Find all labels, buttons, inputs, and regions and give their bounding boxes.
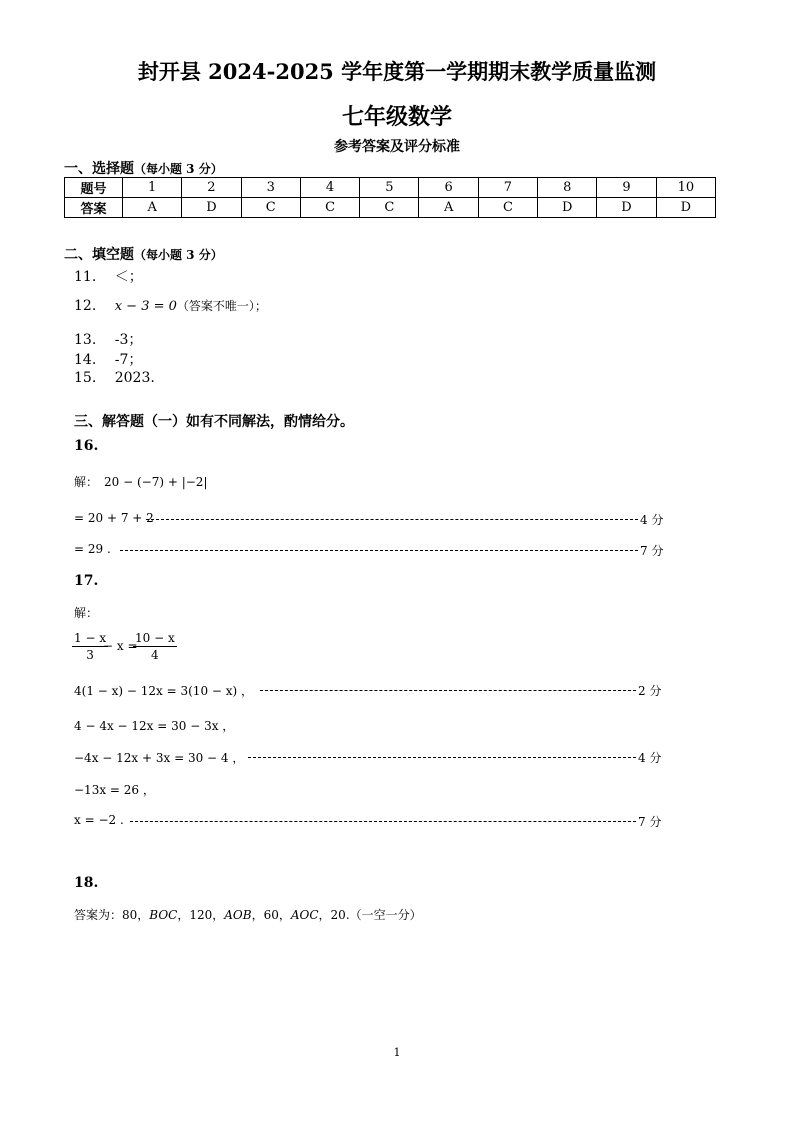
q18-mid-1: ，120， (177, 908, 225, 922)
fraction-numerator: 1 − x (74, 631, 107, 645)
q17-step-5: x = −2 . (74, 813, 124, 827)
item-note: （答案不唯一）； (176, 299, 267, 313)
answer-cell: D (656, 198, 715, 218)
answer-cell: C (478, 198, 537, 218)
score-marker: 4 分 (638, 751, 662, 765)
answer-cell: A (123, 198, 182, 218)
dotted-leader (130, 821, 636, 822)
dotted-leader (248, 757, 636, 758)
question-number-cell: 9 (597, 178, 656, 198)
question-number-cell: 4 (300, 178, 359, 198)
equation-middle: − x = (103, 639, 138, 653)
score-marker: 7 分 (640, 544, 664, 558)
q18-prefix: 答案为：80， (74, 908, 150, 922)
dotted-leader (120, 550, 638, 551)
answer-cell: D (538, 198, 597, 218)
section3-heading: 三、解答题（一）如有不同解法，酌情给分。 (74, 414, 354, 430)
section2-heading (64, 244, 223, 264)
answer-cell: C (360, 198, 419, 218)
q18-angle-3: AOC (290, 908, 319, 922)
q18-angle-1: BOC (149, 908, 178, 922)
q18-mid-2: ，60， (251, 908, 291, 922)
fill-item-13 (74, 329, 142, 349)
solution-intro: 解： (74, 606, 99, 620)
item-number: 11. (74, 269, 97, 285)
question-number-cell: 5 (360, 178, 419, 198)
item-number: 12. (74, 298, 97, 314)
answer-cell: A (419, 198, 478, 218)
q16-step-1: = 20 + 7 + 2 (74, 511, 154, 525)
question-number-cell: 10 (656, 178, 715, 198)
solution-intro: 解： (74, 475, 99, 489)
doc-type-title: 参考答案及评分标准 (334, 139, 460, 155)
score-marker: 2 分 (638, 684, 662, 698)
answer-cell: D (182, 198, 241, 218)
row-header-answer: 答案 (65, 198, 123, 218)
fill-item-15 (74, 370, 155, 386)
question-17-label: 17. (74, 573, 99, 589)
table-row-numbers (65, 178, 716, 198)
fraction-denominator: 4 (151, 648, 159, 662)
dotted-leader (146, 519, 638, 520)
q16-step-2: = 29 . (74, 542, 111, 556)
section2-note: （每小题 3 分） (134, 248, 223, 262)
q17-step-3: −4x − 12x + 3x = 30 − 4 ， (74, 751, 245, 765)
item-answer: ＜； (114, 269, 143, 285)
q18-angle-2: AOB (224, 908, 252, 922)
table-row-answers (65, 198, 716, 218)
item-answer: -3； (114, 332, 143, 348)
dotted-leader (260, 690, 636, 691)
q17-step-1: 4(1 − x) − 12x = 3(10 − x) ， (74, 684, 254, 698)
question-number-cell: 2 (182, 178, 241, 198)
fraction-numerator: 10 − x (135, 631, 175, 645)
q17-step-2: 4 − 4x − 12x = 30 − 3x ， (74, 719, 235, 733)
score-marker: 4 分 (640, 513, 664, 527)
q16-expression: 20 − (−7) + |−2| (104, 475, 208, 489)
document-title: 封开县 2024-2025 学年度第一学期期末教学质量监测 (137, 59, 657, 84)
q17-step-4: −13x = 26 ， (74, 783, 155, 797)
answer-cell: D (597, 198, 656, 218)
subject-title: 七年级数学 (341, 104, 452, 130)
answer-table (64, 177, 716, 218)
question-16-label: 16. (74, 438, 99, 454)
page-number: 1 (393, 1046, 401, 1059)
fraction-right (133, 630, 177, 663)
row-header-number: 题号 (65, 178, 123, 198)
fill-item-12 (74, 297, 267, 314)
answer-cell: C (300, 198, 359, 218)
question-number-cell: 3 (241, 178, 300, 198)
answer-cell: C (241, 198, 300, 218)
fill-item-14 (74, 349, 142, 369)
section1-heading-text: 一、选择题 (64, 161, 134, 177)
fraction-denominator: 3 (86, 648, 94, 662)
item-answer: 2023. (114, 370, 155, 386)
q16-problem (74, 473, 207, 490)
fill-item-11 (74, 266, 143, 286)
question-number-cell: 7 (478, 178, 537, 198)
item-number: 14. (74, 352, 97, 368)
item-number: 15. (74, 370, 97, 386)
question-number-cell: 1 (123, 178, 182, 198)
q18-answer (74, 906, 422, 923)
question-number-cell: 6 (419, 178, 478, 198)
score-marker: 7 分 (638, 815, 662, 829)
item-answer: -7； (114, 352, 143, 368)
section1-heading (64, 158, 223, 178)
section2-heading-text: 二、填空题 (64, 247, 134, 263)
section1-note: （每小题 3 分） (134, 162, 223, 176)
item-answer: x − 3 = 0 (114, 299, 177, 314)
q18-suffix: ，20.（一空一分） (318, 908, 422, 922)
question-18-label: 18. (74, 875, 99, 891)
question-number-cell: 8 (538, 178, 597, 198)
item-number: 13. (74, 332, 97, 348)
